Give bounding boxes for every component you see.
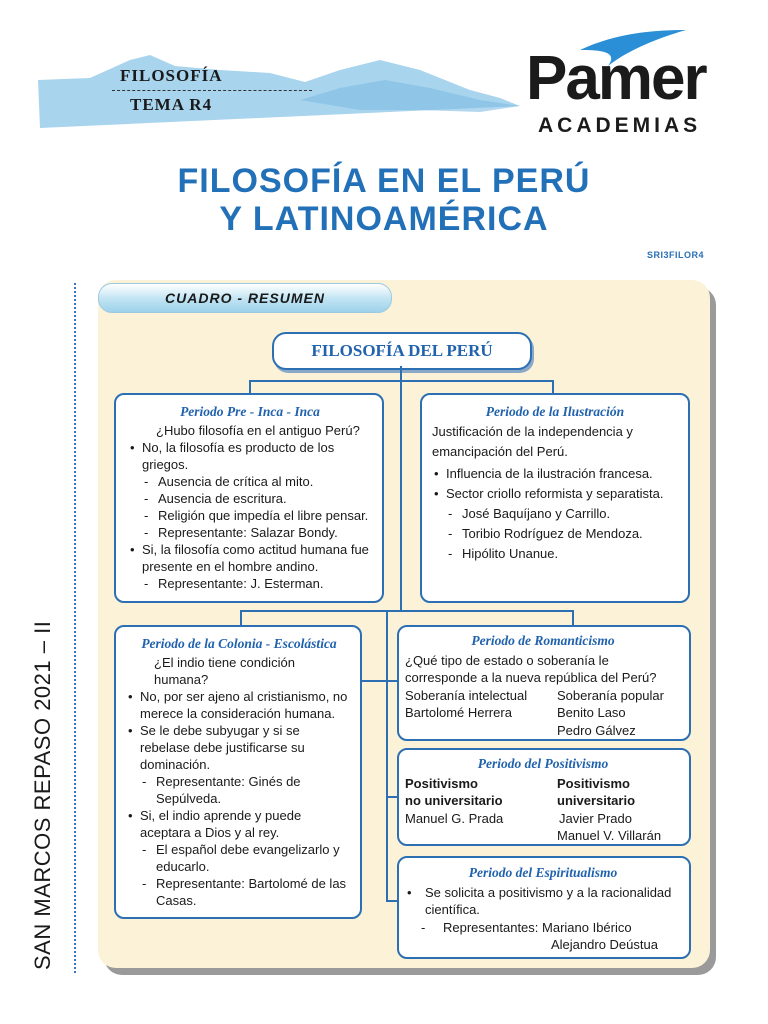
box-romanticismo-question: ¿Qué tipo de estado o soberanía le corresponde a la nueva república del Perú? [405, 652, 657, 685]
box-romanticismo-title: Periodo de Romanticismo [471, 633, 615, 648]
list-item: - El español debe evangelizarlo y educarlo. [126, 841, 352, 875]
document-code: SRI3FILOR4 [646, 250, 704, 260]
summary-tag [98, 283, 392, 313]
list-item: Manuel V. Villarán [557, 828, 662, 843]
header-wave-graphic [0, 40, 530, 135]
connector-line [572, 610, 574, 626]
box-preinca [114, 393, 384, 603]
connector-line [400, 366, 402, 612]
box-romanticismo [397, 625, 691, 741]
box-positivismo [397, 748, 691, 846]
connector-line [249, 380, 251, 394]
list-item: Soberanía intelectual [405, 687, 528, 703]
topic-label: TEMA R4 [130, 95, 213, 114]
connector-line [240, 610, 574, 612]
list-item: • Sector criollo reformista y separatista. [432, 484, 678, 504]
list-item: • No, por ser ajeno al cristianismo, no merece la consideración humana. [126, 688, 352, 722]
column-header: universitario [557, 793, 636, 808]
list-item: Pedro Gálvez [557, 722, 636, 738]
list-item: - Ausencia de escritura. [128, 490, 372, 507]
box-colonia [114, 625, 362, 919]
page-title-line-1: FILOSOFÍA EN EL PERÚ [177, 162, 591, 200]
connector-line [552, 380, 554, 394]
box-preinca-question: ¿Hubo filosofía en el antiguo Perú? [156, 423, 360, 438]
list-item: - José Baquíjano y Carrillo. [432, 504, 678, 524]
list-item: - Representante: Bartolomé de las Casas. [126, 875, 352, 909]
header-divider [112, 90, 312, 91]
list-item: - Representante: J. Esterman. [128, 575, 372, 592]
list-item: Alejandro Deústua [551, 937, 658, 952]
brand-logo: Pamer [526, 44, 706, 113]
list-item: - Representante: Salazar Bondy. [128, 524, 372, 541]
list-item: Javier Prado [559, 810, 632, 826]
list-item: • Se le debe subyugar y si se rebelase debe justificarse su dominación. [126, 722, 352, 773]
summary-tag-label: CUADRO - RESUMEN [165, 290, 325, 306]
connector-line [360, 680, 398, 682]
box-colonia-title: Periodo de la Colonia - Escolástica [141, 636, 337, 651]
list-item: - Toribio Rodríguez de Mendoza. [432, 524, 678, 544]
list-item: - Ausencia de crítica al mito. [128, 473, 372, 490]
box-ilustracion [420, 393, 690, 603]
box-espiritualismo-title: Periodo del Espiritualismo [468, 865, 618, 880]
list-item: - Hipólito Unanue. [432, 544, 678, 564]
box-ilustracion-title: Periodo de la Ilustración [485, 404, 625, 419]
subject-label: FILOSOFÍA [120, 66, 223, 85]
list-item: Benito Laso [557, 705, 626, 720]
connector-line [249, 380, 554, 382]
column-header: Positivismo [557, 775, 630, 791]
column-header: Positivismo [405, 775, 478, 791]
list-item: Manuel G. Prada [405, 810, 504, 826]
list-item: • No, la filosofía es producto de los griegos. [128, 439, 372, 473]
side-course-label: SAN MARCOS REPASO 2021 – II [30, 620, 55, 970]
list-item: - Representante: Ginés de Sepúlveda. [126, 773, 352, 807]
page-title [0, 162, 768, 238]
list-item: Soberanía popular [557, 687, 664, 703]
column-header: no universitario [405, 793, 503, 808]
list-item: • Influencia de la ilustración francesa. [432, 464, 678, 484]
box-colonia-question: ¿El indio tiene condición humana? [154, 655, 295, 687]
box-ilustracion-intro: Justificación de la independencia y emancipación del Perú. [432, 424, 633, 459]
list-item: • Se solicita a positivismo y a la racionalidad científica. [405, 884, 681, 919]
page-title-line-2: Y LATINOAMÉRICA [219, 200, 549, 238]
list-item: Bartolomé Herrera [405, 705, 512, 720]
box-positivismo-title: Periodo del Positivismo [477, 756, 609, 771]
brand-subtitle: ACADEMIAS [538, 114, 702, 137]
list-item: • Si, la filosofía como actitud humana fue presente en el hombre andino. [128, 541, 372, 575]
connector-line [240, 610, 242, 626]
connector-line [386, 612, 388, 902]
box-espiritualismo [397, 856, 691, 959]
side-dotted-rule [74, 283, 76, 973]
list-item: - Representantes: Mariano Ibérico [405, 919, 681, 937]
box-preinca-title: Periodo Pre - Inca - Inca [180, 404, 320, 419]
list-item: • Si, el indio aprende y puede aceptara a Dios y al rey. [126, 807, 352, 841]
panel-title: FILOSOFÍA DEL PERÚ [272, 332, 532, 370]
list-item: - Religión que impedía el libre pensar. [128, 507, 372, 524]
